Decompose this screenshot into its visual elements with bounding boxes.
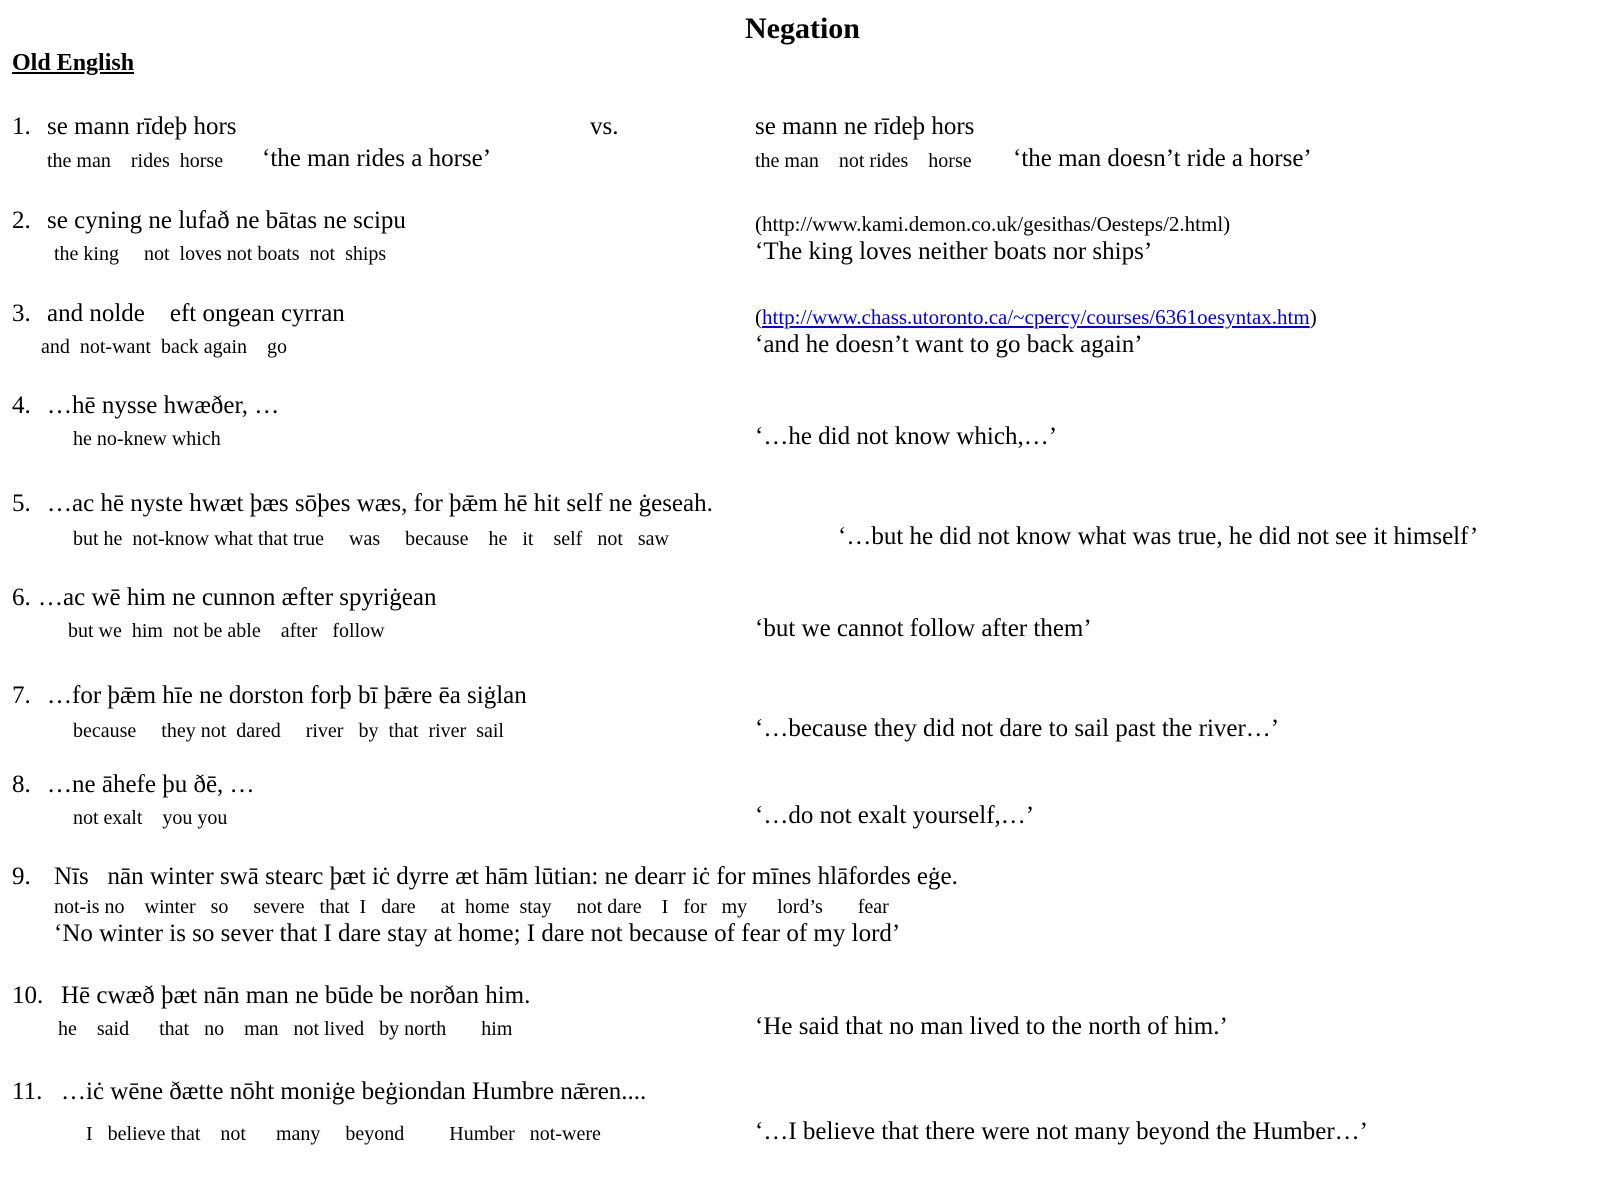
old-english-text: se mann rīdeþ hors [47,113,237,140]
example-number: 8. [12,771,31,798]
translation-text: ‘but we cannot follow after them’ [755,615,1092,642]
old-english-text: se cyning ne lufað ne bātas ne scipu [47,207,406,234]
negated-translation-text: ‘the man doesn’t ride a horse’ [1013,145,1312,172]
translation-text: ‘…because they did not dare to sail past the river…’ [755,715,1280,742]
gloss-text: and not-want back again go [41,336,288,358]
example-number: 5. [12,490,31,517]
old-english-text: Nīs nān winter swā stearc þæt iċ dyrre æt hām lūtian: ne dearr iċ for mīnes hlāfordes eġe. [54,863,958,890]
source-open-paren: ( [755,305,762,329]
old-english-text: …hē nysse hwæðer, … [47,392,280,419]
old-english-text: …for þǣm hīe ne dorston forþ bī þǣre ēa siġlan [47,682,527,709]
gloss-text: the man rides horse [47,150,224,172]
example-number: 2. [12,207,31,234]
page-title: Negation [745,12,860,45]
old-english-text: …ac wē him ne cunnon æfter spyriġean [38,584,437,611]
old-english-text: Hē cwæð þæt nān man ne būde be norðan him. [61,982,531,1009]
example-number: 10. [12,982,44,1009]
source-link[interactable]: http://www.chass.utoronto.ca/~cpercy/courses/6361oesyntax.htm [762,305,1310,329]
gloss-text: not-is no winter so severe that I dare at home stay not dare I for my lord’s fear [54,896,889,918]
example-number: 11. [12,1078,43,1105]
gloss-text: he said that no man not lived by north him [58,1018,513,1040]
example-number: 9. [12,863,31,890]
translation-text: ‘and he doesn’t want to go back again’ [755,331,1143,358]
translation-text: ‘…do not exalt yourself,…’ [755,802,1035,829]
source-close-paren: ) [1309,305,1317,329]
negated-gloss-text: the man not rides horse [755,150,972,172]
old-english-text: …ac hē nyste hwæt þæs sōþes wæs, for þǣm hē hit self ne ġeseah. [47,490,713,517]
translation-text: ‘No winter is so sever that I dare stay at home; I dare not because of fear of my lord’ [54,920,901,947]
translation-text: ‘The king loves neither boats nor ships’ [755,238,1153,265]
example-number: 3. [12,300,31,327]
gloss-text: I believe that not many beyond Humber not-were [86,1123,601,1145]
versus-label: vs. [590,113,619,140]
translation-text: ‘…he did not know which,…’ [755,423,1058,450]
example-number: 1. [12,113,31,140]
gloss-text: he no-knew which [73,428,221,450]
old-english-text: …ne āhefe þu ðē, … [47,771,255,798]
translation-text: ‘…but he did not know what was true, he did not see it himself’ [838,523,1479,550]
example-number: 7. [12,682,31,709]
example-number: 4. [12,392,31,419]
old-english-text: …iċ wēne ðætte nōht moniġe beġiondan Humbre nǣren.... [61,1078,647,1105]
example-number: 6. [12,584,31,611]
translation-text: ‘…I believe that there were not many beyond the Humber…’ [755,1118,1368,1145]
translation-text: ‘He said that no man lived to the north of him.’ [755,1013,1228,1040]
source-citation [755,305,1317,330]
gloss-text: because they not dared river by that river sail [73,720,504,742]
old-english-text: and nolde eft ongean cyrran [47,300,345,327]
gloss-text: not exalt you you [73,807,228,829]
gloss-text: but we him not be able after follow [68,620,385,642]
section-heading: Old English [12,50,135,76]
negated-old-english-text: se mann ne rīdeþ hors [755,113,975,140]
source-citation: (http://www.kami.demon.co.uk/gesithas/Oesteps/2.html) [755,212,1231,236]
translation-text: ‘the man rides a horse’ [262,145,492,172]
gloss-text: but he not-know what that true was because he it self not saw [73,528,669,550]
gloss-text: the king not loves not boats not ships [54,243,387,265]
